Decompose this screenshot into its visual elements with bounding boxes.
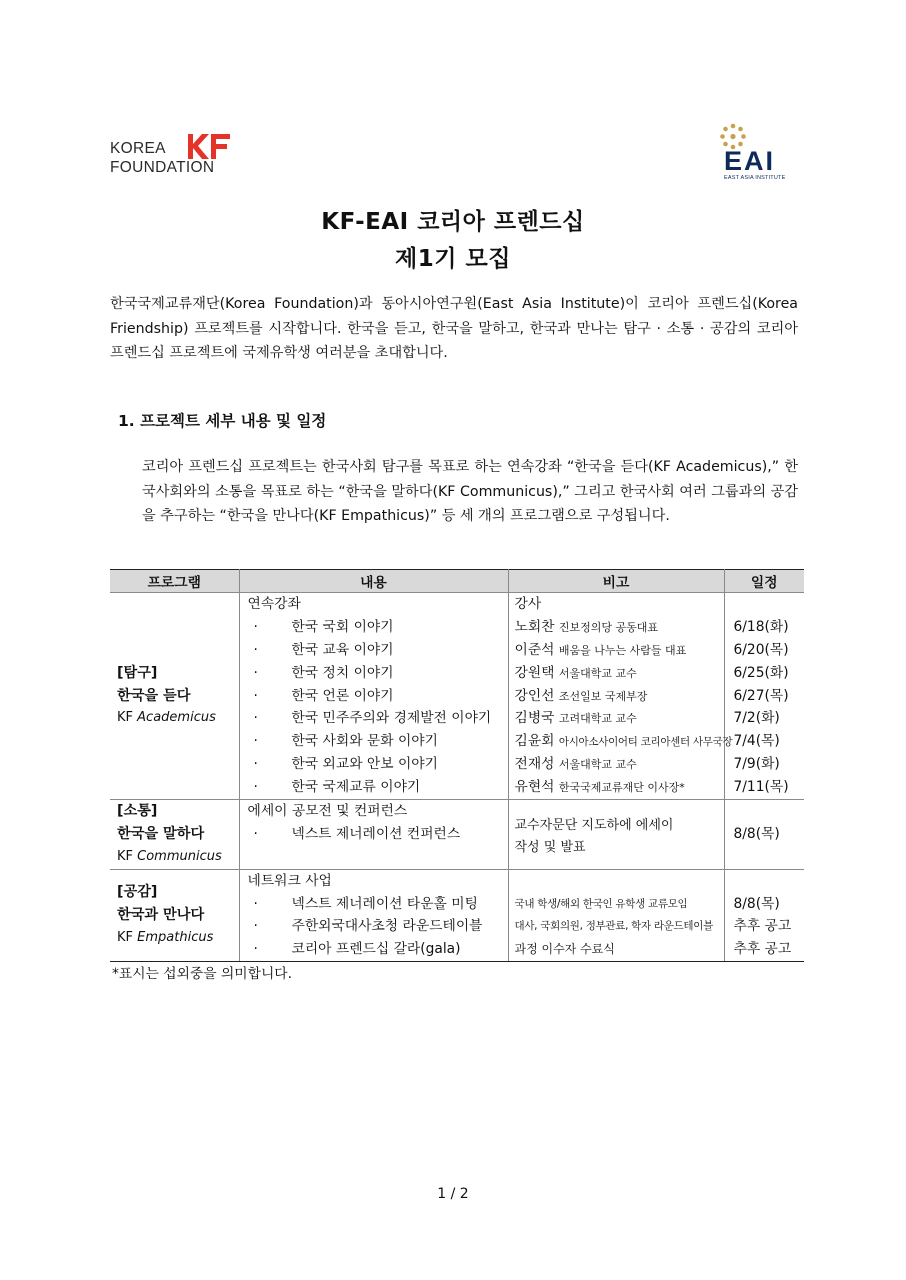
note-cell [508, 869, 724, 962]
lecturer: 유현석 한국국제교류재단 이사장* [514, 779, 685, 796]
lecturer: 노회찬 진보정의당 공동대표 [514, 618, 659, 635]
lecturer: 이준석 배움을 나누는 사람들 대표 [514, 641, 687, 658]
note-line: 작성 및 발표 [514, 840, 586, 856]
note-title: 강사 [514, 596, 542, 612]
table-row [110, 869, 804, 962]
lecturer: 강인선 조선일보 국제부장 [514, 687, 648, 704]
header-note: 비고 [508, 570, 724, 593]
list-item: · 한국 사회와 문화 이야기 [253, 733, 438, 750]
date-value: 6/27(목) [733, 687, 789, 704]
program-english-name: KF Academicus [117, 710, 216, 726]
list-item: · 한국 정치 이야기 [253, 664, 394, 681]
content-cell [239, 800, 508, 870]
list-item: · 한국 국제교류 이야기 [253, 779, 421, 796]
page-number: 1 / 2 [437, 1186, 469, 1202]
date-value: 8/8(목) [733, 825, 780, 842]
date-value: 추후 공고 [733, 941, 792, 958]
header-date: 일정 [724, 570, 804, 593]
note-cell [508, 593, 733, 800]
content-title: 네트워크 사업 [247, 872, 332, 889]
program-tag: [소통] [117, 803, 158, 820]
list-item: · 코리아 프렌드십 갈라(gala) [253, 941, 461, 958]
date-value: 7/4(목) [733, 733, 780, 750]
lecturer: 김윤회 아시아소사이어티 코리아센터 사무국장 [514, 733, 733, 750]
list-item: · 넥스트 제너레이션 타운홀 미팅 [253, 895, 478, 912]
eai-logo-text: EAI [724, 146, 776, 176]
table-row [110, 593, 804, 800]
note-line: 국내 학생/해외 한국인 유학생 교류모임 [514, 897, 688, 910]
program-tag: [탐구] [117, 664, 158, 681]
date-value: 7/11(목) [733, 779, 789, 796]
program-name: 한국을 듣다 [117, 687, 191, 704]
program-cell [110, 800, 239, 870]
lecturer: 강원택 서울대학교 교수 [514, 664, 637, 681]
kf-logo-line1: KOREA [110, 140, 166, 157]
note-line: 과정 이수자 수료식 [514, 942, 615, 957]
date-cell [724, 593, 804, 800]
program-name: 한국을 말하다 [117, 825, 205, 842]
date-value: 6/18(화) [733, 618, 789, 635]
program-schedule-table [110, 569, 804, 962]
date-value: 7/2(화) [733, 710, 780, 727]
note-cell [508, 800, 724, 870]
list-item: · 한국 국회 이야기 [253, 618, 394, 635]
date-value: 추후 공고 [733, 918, 792, 935]
note-line: 대사, 국회의원, 정부관료, 학자 라운드테이블 [514, 920, 713, 933]
program-tag: [공감] [117, 884, 158, 901]
table-header-row [110, 570, 804, 593]
program-english-name: KF Communicus [117, 848, 222, 864]
section-heading: 1. 프로젝트 세부 내용 및 일정 [118, 412, 327, 430]
list-item: · 주한외국대사초청 라운드테이블 [253, 918, 483, 935]
intro-paragraph: 한국국제교류재단(Korea Foundation)과 동아시아연구원(East Asia Institute)이 코리아 프렌드십(Korea Friendship) 프로젝트를 시작합니다. 한국을 듣고, 한국을 말하고, 한국과 만나는 탐구 · 소통 · 공감의 코리아 프렌드십 프로젝트에 국제유학생 여러분을 초대합니다. [110, 296, 798, 361]
program-cell [110, 593, 239, 800]
content-cell [239, 593, 508, 800]
header-content: 내용 [239, 570, 508, 593]
section-body: 코리아 프렌드십 프로젝트는 한국사회 탐구를 목표로 하는 연속강좌 “한국을 듣다(KF Academicus),” 한국사회와의 소통을 목표로 하는 “한국을 말하다(KF Communicus),” 그리고 한국사회 여러 그룹과의 공감을 추구하는 “한국을 만나다(KF Empathicus)” 등 세 개의 프로그램으로 구성됩니다. [142, 459, 798, 524]
date-cell [724, 800, 804, 870]
date-cell [724, 869, 804, 962]
date-value: 8/8(목) [733, 895, 780, 912]
header-program: 프로그램 [110, 570, 239, 593]
date-value: 6/25(화) [733, 664, 789, 681]
table-row [110, 800, 804, 870]
note-line: 교수자문단 지도하에 에세이 [514, 818, 674, 834]
footnote: *표시는 섭외중을 의미합니다. [112, 966, 292, 982]
eai-logo-subtitle: EAST ASIA INSTITUTE [724, 175, 786, 181]
content-title: 연속강좌 [247, 596, 301, 612]
page-title: KF-EAI 코리아 프렌드십 [321, 209, 585, 235]
program-cell [110, 869, 239, 962]
date-value: 6/20(목) [733, 641, 789, 658]
date-value: 7/9(화) [733, 756, 780, 773]
list-item: · 넥스트 제너레이션 컨퍼런스 [253, 825, 461, 842]
list-item: · 한국 교육 이야기 [253, 641, 394, 658]
lecturer: 김병국 고려대학교 교수 [514, 710, 637, 727]
kf-logo-line2: FOUNDATION [110, 159, 215, 176]
program-name: 한국과 만나다 [117, 907, 205, 924]
list-item: · 한국 민주주의와 경제발전 이야기 [253, 710, 492, 727]
kf-mark-icon [182, 132, 232, 160]
program-english-name: KF Empathicus [117, 929, 214, 945]
content-title: 에세이 공모전 및 컨퍼런스 [247, 803, 408, 820]
korea-foundation-logo [110, 132, 232, 178]
list-item: · 한국 언론 이야기 [253, 687, 394, 704]
content-cell [239, 869, 508, 962]
eai-logo [718, 122, 808, 182]
list-item: · 한국 외교와 안보 이야기 [253, 756, 438, 773]
page-subtitle: 제1기 모집 [395, 246, 511, 272]
lecturer: 전재성 서울대학교 교수 [514, 756, 637, 773]
